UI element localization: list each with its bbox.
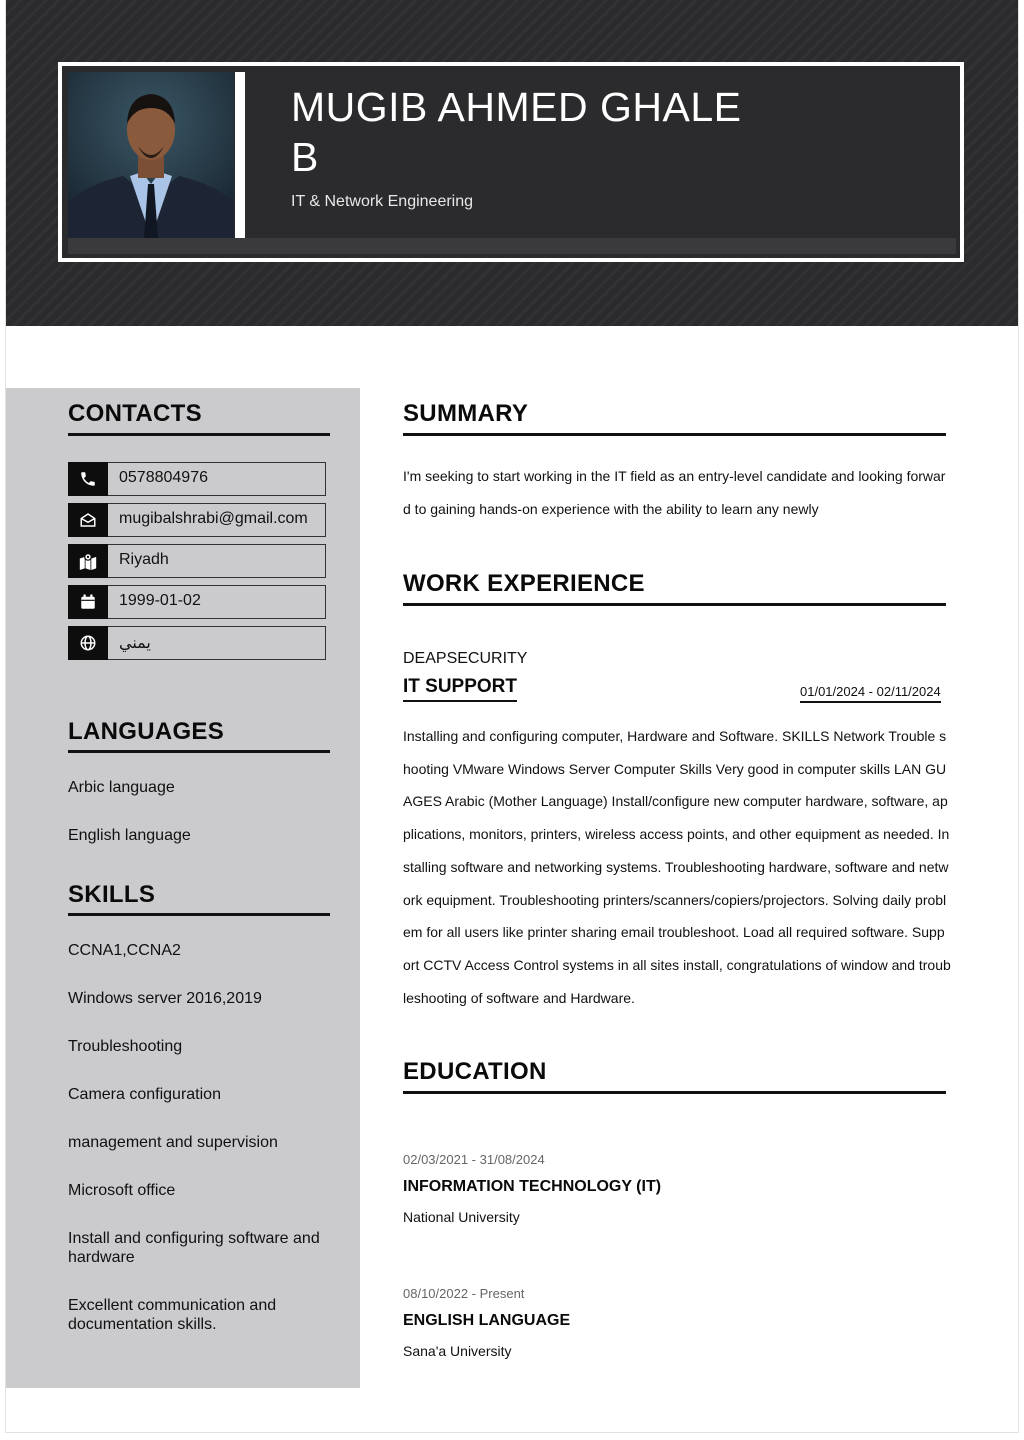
- phone-icon: [68, 462, 108, 496]
- summary-rule: [403, 433, 946, 436]
- education-degree: INFORMATION TECHNOLOGY (IT): [403, 1178, 662, 1195]
- work-dates: 01/01/2024 - 02/11/2024: [800, 684, 941, 703]
- contact-nationality-value: يمني: [119, 635, 151, 652]
- envelope-icon: [68, 503, 108, 537]
- contact-email-value: mugibalshrabi@gmail.com: [119, 510, 308, 527]
- work-rule: [403, 603, 946, 606]
- contact-phone-value: 0578804976: [119, 469, 208, 486]
- skill-item: Troubleshooting: [68, 1038, 183, 1055]
- languages-title: LANGUAGES: [68, 718, 225, 745]
- contact-nationality: [68, 626, 326, 660]
- profile-photo: [68, 72, 234, 238]
- summary-title: SUMMARY: [403, 400, 529, 427]
- work-position: IT SUPPORT: [403, 676, 517, 702]
- skill-item: Microsoft office: [68, 1182, 176, 1199]
- education-title: EDUCATION: [403, 1058, 547, 1085]
- language-item: English language: [68, 827, 191, 844]
- contact-location: [68, 544, 326, 578]
- skill-item: Camera configuration: [68, 1086, 221, 1103]
- resume-page: [6, 0, 1018, 1432]
- work-title: WORK EXPERIENCE: [403, 570, 645, 597]
- work-description: Installing and configuring computer, Hardware and Software. SKILLS Network Trouble shooting VMware Windows Server Computer Skills Very good in computer skills LAN GUAGES Arabic (Mother Language) Install/configure new computer hardware, software, applications, monitors, printers, wireless access points, and other equipment as needed. Installing software and networking systems. Troubleshooting hardware, software and network equipment. Troubleshooting printers/scanners/copiers/projectors. Solving daily problem for all users like printer sharing email troubleshoot. Load all required software. Support CCTV Access Control systems in all sites install, congratulations of window and troubleshooting of software and Hardware.: [403, 728, 951, 1006]
- candidate-role: IT & Network Engineering: [291, 193, 474, 210]
- skill-item: Excellent communication and documentation skills.: [68, 1297, 277, 1333]
- contacts-title: CONTACTS: [68, 400, 202, 427]
- contact-birthdate: [68, 585, 326, 619]
- contact-email: [68, 503, 326, 537]
- contact-birthdate-value: 1999-01-02: [119, 592, 201, 609]
- skill-item: Windows server 2016,2019: [68, 990, 262, 1007]
- summary-text: I'm seeking to start working in the IT field as an entry-level candidate and looking forward to gaining hands-on experience with the ability to learn any newly: [403, 468, 946, 517]
- map-icon: [68, 544, 108, 578]
- education-rule: [403, 1091, 946, 1094]
- skills-title: SKILLS: [68, 881, 156, 908]
- globe-icon: [68, 626, 108, 660]
- contact-location-value: Riyadh: [119, 551, 169, 568]
- calendar-icon: [68, 585, 108, 619]
- education-school: Sana'a University: [403, 1343, 512, 1359]
- skill-item: management and supervision: [68, 1134, 278, 1151]
- skill-item: Install and configuring software and hardware: [68, 1230, 320, 1266]
- contacts-rule: [68, 433, 330, 436]
- skill-item: CCNA1,CCNA2: [68, 942, 181, 959]
- languages-rule: [68, 750, 330, 753]
- contact-phone: [68, 462, 326, 496]
- education-dates: 08/10/2022 - Present: [403, 1286, 525, 1301]
- education-dates: 02/03/2021 - 31/08/2024: [403, 1152, 545, 1167]
- photo-divider: [235, 72, 245, 238]
- skills-rule: [68, 913, 330, 916]
- work-company: DEAPSECURITY: [403, 650, 528, 667]
- education-school: National University: [403, 1209, 520, 1225]
- education-degree: ENGLISH LANGUAGE: [403, 1312, 571, 1329]
- language-item: Arbic language: [68, 779, 175, 796]
- candidate-name: MUGIB AHMED GHALEB: [291, 84, 742, 180]
- header-underbar: [68, 238, 956, 254]
